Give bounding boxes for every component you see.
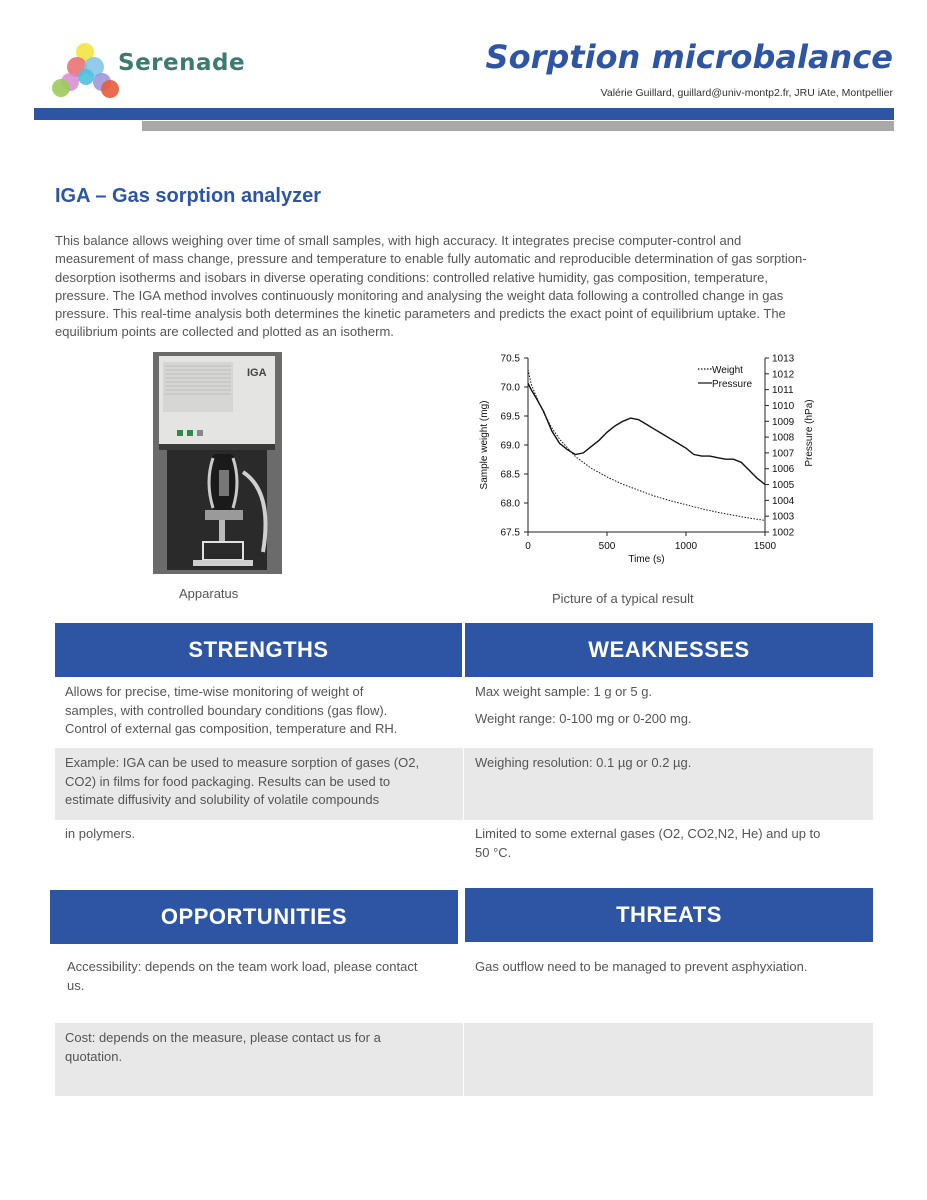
intro-line: equilibrium points are collected and plotted as an isotherm. [55, 324, 394, 340]
strengths-cell [65, 754, 455, 810]
y2-tick-label: 1013 [772, 353, 795, 365]
threats-header: THREATS [465, 888, 873, 942]
cell-line: CO2) in films for food packaging. Results can be used to [65, 773, 391, 789]
y2-tick-label: 1008 [772, 432, 795, 444]
y2-tick-label: 1010 [772, 400, 795, 412]
swot-divider [463, 944, 464, 1096]
chart-caption: Picture of a typical result [552, 591, 694, 606]
cell-line: Example: IGA can be used to measure sorption of gases (O2, [65, 755, 420, 770]
y2-tick-label: 1004 [772, 495, 795, 507]
intro-line: pressure. The IGA method involves continuously monitoring and analysing the weight data following a controlled change in gas [55, 287, 784, 303]
cell-line: quotation. [65, 1048, 123, 1064]
x-tick-label: 0 [525, 541, 531, 552]
y2-tick-label: 1006 [772, 464, 795, 476]
intro-line: pressure. This real-time analysis both determines the kinetic parameters and predicts the exact point of equilibrium uptake. The [55, 306, 786, 322]
y-tick-label: 67.5 [500, 527, 520, 539]
result-chart [470, 345, 815, 575]
cell-line: Max weight sample: 1 g or 5 g. [475, 684, 653, 699]
x-tick-label: 1500 [753, 541, 777, 552]
threats-cell [475, 958, 865, 977]
strengths-cell [65, 825, 455, 844]
weaknesses-cell [475, 754, 865, 773]
weaknesses-cell [475, 683, 865, 702]
opportunities-cell [65, 1029, 455, 1066]
photo-label: IGA [247, 367, 267, 379]
y-tick-label: 68.0 [500, 498, 520, 510]
x-axis-label: Time (s) [628, 554, 665, 565]
cell-line: Control of external gas composition, temperature and RH. [65, 721, 398, 736]
weaknesses-header: WEAKNESSES [465, 623, 873, 677]
cell-line: us. [67, 977, 85, 993]
y2-tick-label: 1009 [772, 416, 795, 428]
header-blue-bar [34, 108, 894, 120]
intro-paragraph [55, 232, 875, 342]
cell-line: in polymers. [65, 826, 136, 841]
chart-series [528, 370, 765, 521]
cell-line: Weight range: 0-100 mg or 0-200 mg. [475, 711, 692, 726]
opportunities-header: OPPORTUNITIES [50, 890, 458, 944]
y-axis-label: Sample weight (mg) [479, 400, 490, 490]
y-tick-label: 69.5 [500, 411, 520, 423]
y2-tick-label: 1002 [772, 527, 795, 539]
series-pressure-line [528, 383, 765, 484]
intro-line: This balance allows weighing over time of small samples, with high accuracy. It integrates precise computer-control and [55, 233, 742, 248]
cell-line: Weighing resolution: 0.1 µg or 0.2 µg. [475, 755, 692, 770]
cell-line: Accessibility: depends on the team work load, please contact [67, 959, 418, 974]
cell-line: Cost: depends on the measure, please contact us for a [65, 1030, 381, 1045]
series-weight-line [528, 370, 765, 521]
y2-tick-label: 1003 [772, 511, 795, 523]
logo-text: Serenade [118, 50, 246, 76]
y-tick-label: 70.0 [500, 382, 520, 394]
y2-axis-label: Pressure (hPa) [804, 399, 815, 467]
y2-tick-label: 1012 [772, 369, 795, 381]
page-title: Sorption microbalance [485, 38, 893, 76]
cell-line: Gas outflow need to be managed to prevent asphyxiation. [475, 959, 808, 974]
weaknesses-cell [475, 710, 865, 729]
y-tick-label: 69.0 [500, 440, 520, 452]
legend-label: Pressure [712, 379, 753, 390]
strengths-cell [65, 683, 455, 739]
intro-line: measurement of mass change, pressure and temperature to enable fully automatic and reproducible determination of gas sorption- [55, 251, 807, 267]
weaknesses-cell [475, 825, 865, 862]
y2-tick-label: 1005 [772, 480, 795, 492]
strengths-header: STRENGTHS [55, 623, 462, 677]
section-title: IGA – Gas sorption analyzer [55, 185, 322, 207]
legend-label: Weight [712, 365, 743, 376]
cell-line: estimate diffusivity and solubility of volatile compounds [65, 792, 380, 807]
y2-tick-label: 1011 [772, 385, 794, 397]
author-line: Valérie Guillard, guillard@univ-montp2.fr, JRU iAte, Montpellier [600, 87, 893, 99]
intro-line: desorption isotherms and isobars in diverse operating conditions: controlled relative humidity, gas composition, temperature, [55, 269, 768, 285]
y2-tick-label: 1007 [772, 448, 795, 460]
cell-line: Limited to some external gases (O2, CO2,N2, He) and up to [475, 826, 821, 841]
x-tick-label: 1000 [674, 541, 698, 552]
photo-caption: Apparatus [179, 586, 239, 601]
header-gray-bar [142, 121, 894, 131]
opportunities-cell [67, 958, 457, 995]
apparatus-photo [153, 352, 282, 574]
y-tick-label: 70.5 [500, 353, 520, 365]
y-tick-label: 68.5 [500, 469, 520, 481]
chart-legend [698, 365, 752, 390]
cell-line: 50 °C. [475, 844, 512, 860]
x-tick-label: 500 [598, 541, 616, 552]
cell-line: samples, with controlled boundary conditions (gas flow). [65, 702, 388, 718]
swot-divider [463, 677, 464, 867]
cell-line: Allows for precise, time-wise monitoring of weight of [65, 684, 364, 699]
